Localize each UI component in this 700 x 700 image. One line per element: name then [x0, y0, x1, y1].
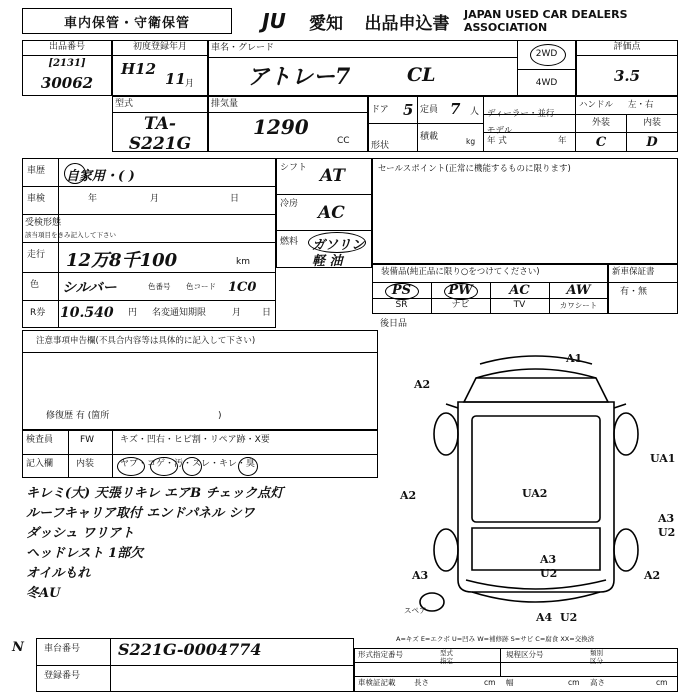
ac-label: 冷房	[280, 199, 299, 209]
interior-circle-3	[182, 457, 202, 476]
load-box	[418, 124, 484, 152]
handwritten-line: ルーフキャリア取付 エンドパネル シワ	[26, 506, 255, 521]
exterior-grade-value: C	[595, 134, 607, 150]
month-unit: 月	[185, 79, 195, 89]
interior-grade-label: 内装	[642, 117, 661, 128]
divider	[22, 186, 276, 187]
year-label: 年 式	[487, 136, 507, 146]
divider	[22, 454, 378, 455]
repair-history-label: 修復歴 有 (箇所	[46, 411, 110, 421]
storage-box	[22, 8, 232, 34]
displacement-label: 排気量	[209, 97, 367, 113]
color-value: シルバー	[62, 280, 117, 296]
later-items-label: 後日品	[380, 319, 408, 329]
damage-mark: A2	[414, 378, 431, 391]
interior-grade-box	[627, 133, 678, 152]
shaken-year: 年	[88, 194, 98, 204]
equip-aw[interactable]: AW	[566, 282, 591, 298]
equip-ps[interactable]: PS	[391, 282, 412, 298]
model-line-box	[484, 115, 576, 136]
handwritten-line: ダッシュ ワリアト	[26, 526, 135, 541]
drive-type-box	[518, 40, 576, 96]
exterior-grade-label: 外装	[591, 117, 610, 128]
divider	[22, 352, 378, 353]
mileage-unit: km	[236, 257, 250, 267]
first-registration-label: 初度登録年月	[113, 41, 207, 56]
history-value: 自家用・( )	[66, 169, 135, 184]
inspector-label-2: 記入欄	[26, 459, 54, 469]
exhibit-no-sub: [2131]	[48, 57, 86, 69]
year-unit: 年	[558, 136, 567, 146]
doc-title: 出品申込書	[364, 13, 450, 34]
equip-leather-seat[interactable]: カワシート	[559, 301, 598, 311]
fw-label: FW	[80, 435, 95, 445]
damage-mark: A2	[644, 569, 661, 582]
model-value: TA-S221G	[128, 114, 192, 154]
r-ticket-label: R券	[30, 308, 46, 318]
divider	[276, 230, 372, 231]
doors-value: 5	[403, 101, 414, 119]
year-box	[484, 133, 576, 152]
interior-circle-1	[117, 457, 145, 476]
drive-4wd-label: 4WD	[535, 77, 558, 88]
rating-value: 3.5	[613, 67, 641, 85]
change-notice-month: 月	[232, 308, 242, 318]
divider	[354, 662, 678, 663]
damage-mark: A3	[412, 569, 429, 582]
divider	[58, 158, 59, 328]
equip-tv[interactable]: TV	[513, 300, 526, 311]
change-notice-day: 日	[262, 308, 272, 318]
height-unit: cm	[656, 678, 668, 687]
repair-history-close: )	[218, 411, 222, 421]
inspect-form-label: 受検形態	[25, 218, 62, 228]
first-registration-year: H12	[121, 60, 157, 78]
handwritten-notes	[26, 484, 378, 614]
class-sub2: 区分	[590, 657, 603, 665]
width-label: 幅	[506, 678, 514, 687]
shift-value: AT	[320, 166, 345, 186]
displacement-value: 1290	[253, 115, 309, 139]
association-name: JAPAN USED CAR DEALERS ASSOCIATION	[464, 8, 628, 34]
chassis-label: 車台番号	[44, 644, 81, 654]
handwritten-line: 冬AU	[26, 586, 61, 601]
damage-mark: UA1	[650, 452, 676, 465]
exhibit-no-label: 出品番号	[23, 41, 111, 56]
interior-circle-4	[238, 457, 258, 476]
first-registration-box	[112, 40, 208, 96]
interior-grade-label-box	[627, 115, 678, 133]
damage-mark: U2	[560, 611, 578, 624]
displacement-unit: CC	[337, 136, 350, 146]
exterior-grade-label-box	[576, 115, 627, 133]
region-label: 愛知	[309, 13, 343, 34]
shift-label: シフト	[280, 163, 308, 173]
shaken-day: 日	[230, 194, 240, 204]
equip-navi[interactable]: ナビ	[451, 300, 470, 311]
color-code-value: 1C0	[228, 280, 257, 295]
divider	[22, 300, 276, 301]
doors-box	[368, 96, 418, 124]
class-label: 規程区分号	[506, 650, 544, 659]
shape-box	[368, 124, 418, 152]
fuel-gasoline: ガソリン	[312, 238, 365, 253]
length-unit: cm	[484, 678, 496, 687]
r-ticket-value: 10.540	[60, 305, 114, 321]
handwritten-line: キレミ(大) 天張リキレ エアB チェック点灯	[26, 486, 284, 501]
drive-2wd-circle	[530, 44, 566, 66]
car-name-label: 車名・グレード	[209, 41, 517, 58]
r-ticket-unit: 円	[128, 308, 138, 318]
warranty-title: 新車保証書	[612, 267, 655, 277]
mileage-label: 走行	[27, 250, 46, 260]
damage-mark: A3	[540, 553, 557, 566]
color-name-label: 色番号	[148, 282, 171, 291]
divider	[22, 242, 276, 243]
inspect-form-note: 該当項目をきみ記入して下さい	[25, 231, 116, 239]
vehicle-diagram	[380, 330, 678, 630]
rating-box	[576, 40, 678, 96]
width-unit: cm	[568, 678, 580, 687]
load-unit: kg	[466, 137, 476, 146]
history-circle-mark	[64, 163, 86, 184]
damage-mark: A4	[536, 611, 553, 624]
divider	[36, 665, 354, 666]
seats-box	[418, 96, 484, 124]
car-name-box	[208, 40, 518, 96]
storage-label: 車内保管・守衛保管	[63, 15, 190, 31]
exterior-damage-items: キズ・凹右・ヒビ割・リペア跡・X要	[120, 435, 270, 445]
shape-label: 形状	[371, 141, 390, 151]
exterior-grade-box	[576, 133, 627, 152]
height-label: 高さ	[590, 678, 605, 687]
damage-mark: UA2	[522, 487, 548, 500]
mileage-value: 12万8千100	[66, 250, 178, 271]
load-label: 積載	[420, 132, 439, 142]
model-label: 型式	[113, 97, 207, 113]
class-sub1: 類別	[590, 649, 603, 657]
handwritten-line: ヘッドレスト 1部欠	[26, 546, 144, 561]
length-label: 長さ	[414, 678, 429, 687]
type-designation-sub1: 型式	[440, 649, 453, 657]
equip-pw[interactable]: PW	[448, 282, 473, 298]
doors-label: ドア	[371, 105, 389, 115]
dealer-box	[484, 96, 576, 119]
dealer-label: ディーラー・並行	[487, 109, 555, 119]
car-name-value: アトレー7	[247, 64, 351, 90]
displacement-box	[208, 96, 368, 152]
history-label: 車歴	[27, 166, 46, 176]
divider	[500, 648, 501, 676]
damage-mark: A2	[400, 489, 417, 502]
grade-value: CL	[407, 64, 436, 86]
shaken-month: 月	[150, 194, 160, 204]
interior-label: 内装	[76, 459, 95, 469]
left-detail-block	[22, 158, 276, 328]
divider	[276, 194, 372, 195]
type-designation-label: 形式指定番号	[358, 650, 403, 659]
seats-label: 定員	[420, 105, 439, 115]
dimensions-label: 車検証記載	[358, 678, 396, 687]
seats-value: 7	[450, 100, 461, 118]
handle-label: ハンドル	[579, 100, 614, 110]
change-notice-label: 名変通知期限	[152, 308, 207, 318]
fuel-light-oil: 軽 油	[312, 254, 343, 269]
warranty-value: 有・無	[620, 287, 648, 297]
notes-title: 注意事項申告欄(不具合内容等は具体的に記入して下さい)	[36, 336, 256, 346]
first-registration-month: 11	[165, 70, 186, 88]
model-line-label: モデル	[487, 126, 513, 136]
handle-lr: 左・右	[628, 100, 654, 110]
drive-2wd-label: 2WD	[535, 49, 558, 60]
divider	[22, 272, 276, 273]
sales-point-title: セールスポイント(正常に機能するものに限ります)	[378, 164, 571, 174]
divider	[22, 214, 276, 215]
spare-tyre-label: スペア	[404, 606, 427, 615]
color-code-label: 色コード	[186, 282, 216, 291]
equip-ac[interactable]: AC	[509, 282, 530, 298]
chassis-value: S221G-0004774	[118, 640, 262, 659]
divider	[110, 638, 111, 692]
equip-sr[interactable]: SR	[395, 300, 408, 311]
vehicle-outline-svg	[380, 330, 678, 630]
divider	[608, 282, 678, 283]
divider	[354, 676, 678, 677]
inspector-label-1: 検査員	[26, 435, 54, 445]
ac-value: AC	[318, 203, 345, 223]
handwritten-line: オイルもれ	[26, 566, 91, 581]
divider	[68, 430, 69, 478]
damage-mark: A3	[658, 512, 675, 525]
interior-circle-2	[150, 457, 178, 476]
type-designation-sub2: 指定	[440, 657, 453, 665]
exhibit-no-value: 30062	[40, 74, 94, 92]
damage-mark: U2	[540, 567, 558, 580]
color-label: 色	[30, 280, 40, 290]
equipment-title: 装備品(純正品に限り○をつけてください)	[381, 267, 540, 277]
registration-label: 登録番号	[44, 671, 81, 681]
divider	[112, 430, 113, 478]
damage-mark: U2	[658, 526, 676, 539]
rating-label: 評価点	[577, 41, 677, 56]
model-box	[112, 96, 208, 152]
interior-damage-items: ヤブ・コゲ・汚・スレ・キレ・臭	[120, 459, 255, 469]
shaken-label: 車検	[27, 194, 46, 204]
diagram-legend: A=キズ E=エクボ U=凹み W=補修跡 S=サビ C=腐食 XX=交換済	[396, 635, 595, 643]
interior-grade-value: D	[646, 134, 658, 150]
damage-mark: A1	[566, 352, 583, 365]
exhibit-no-box	[22, 40, 112, 96]
n-mark: N	[12, 640, 24, 655]
handle-box	[576, 96, 678, 115]
seats-unit: 人	[470, 107, 480, 117]
ju-logo: JU	[262, 9, 286, 33]
fuel-label: 燃料	[280, 237, 299, 247]
